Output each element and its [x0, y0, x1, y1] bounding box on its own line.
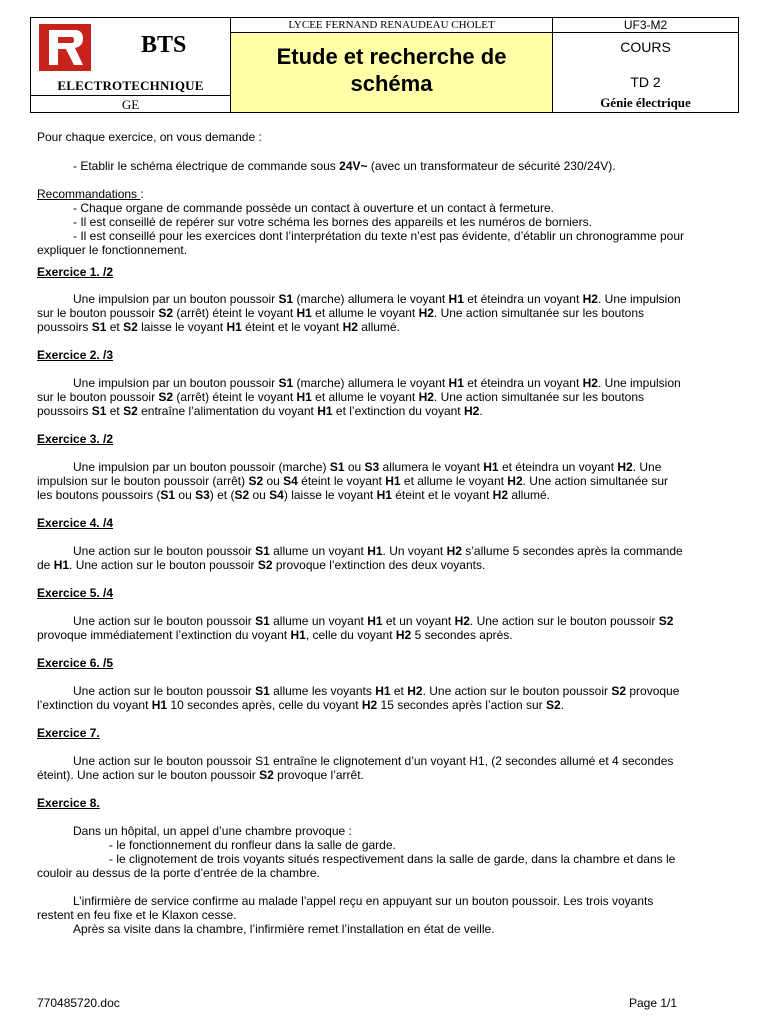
domain-label: Génie électrique — [600, 95, 691, 110]
header-logo-cell — [30, 17, 231, 113]
exercise-3-line: les boutons poussoirs (S1 ou S3) et (S2 ou S4) laisse le voyant H1 éteint et le voyant H2 allumé. — [37, 488, 551, 502]
exercise-6-title: Exercice 6. /5 — [37, 656, 114, 670]
exercise-1-line: sur le bouton poussoir S2 (arrêt) éteint le voyant H1 et allume le voyant H2. Une action simultanée sur les boutons — [37, 306, 645, 320]
school-logo — [39, 24, 91, 71]
module-code: UF3-M2 — [552, 17, 739, 33]
exercise-8-line: couloir au dessus de la porte d’entrée de la chambre. — [37, 866, 320, 880]
td-number: TD 2 — [630, 74, 661, 90]
exercise-8-line: - le clignotement de trois voyants situés respectivement dans la salle de garde, dans la chambre et dans le — [109, 852, 676, 866]
info-cell — [552, 32, 739, 113]
header-table — [30, 17, 739, 113]
exercise-2-title: Exercice 2. /3 — [37, 348, 114, 362]
section-label: ELECTROTECHNIQUE — [57, 78, 204, 93]
exercise-2-line: Une impulsion par un bouton poussoir S1 (marche) allumera le voyant H1 et éteindra un voyant H2. Une impulsion — [73, 376, 681, 390]
exercise-5-line: provoque immédiatement l’extinction du voyant H1, celle du voyant H2 5 secondes après. — [37, 628, 513, 642]
document-title — [231, 43, 552, 97]
reco-item: - Chaque organe de commande possède un contact à ouverture et un contact à fermeture. — [73, 201, 554, 215]
intro-text: Pour chaque exercice, on vous demande : — [37, 130, 262, 144]
requirement: - Etablir le schéma électrique de commande sous 24V~ (avec un transformateur de sécurité 230/24V). — [73, 159, 616, 173]
exercise-1-title: Exercice 1. /2 — [37, 265, 114, 279]
exercise-6-line: l’extinction du voyant H1 10 secondes après, celle du voyant H2 15 secondes après l’action sur S2. — [37, 698, 565, 712]
exercise-3-line: impulsion sur le bouton poussoir (arrêt) S2 ou S4 éteint le voyant H1 et allume le voyant H2. Une action simultanée sur — [37, 474, 669, 488]
exercise-8-line: - le fonctionnement du ronfleur dans la salle de garde. — [109, 838, 396, 852]
exercise-4-line: Une action sur le bouton poussoir S1 allume un voyant H1. Un voyant H2 s’allume 5 secondes après la commande — [73, 544, 683, 558]
exercise-8-line: restent en feu fixe et le Klaxon cesse. — [37, 908, 237, 922]
bts-label: BTS — [141, 32, 187, 58]
exercise-5-title: Exercice 5. /4 — [37, 586, 114, 600]
exercise-3-title: Exercice 3. /2 — [37, 432, 114, 446]
footer-page-number: Page 1/1 — [629, 996, 678, 1010]
school-name: LYCEE FERNAND RENAUDEAU CHOLET — [230, 17, 553, 33]
reco-item: - Il est conseillé de repérer sur votre schéma les bornes des appareils et les numéros de borniers. — [73, 215, 592, 229]
recommendations-title: Recommandations : — [37, 187, 144, 201]
reco-item: expliquer le fonctionnement. — [37, 243, 188, 257]
title-line-1: Etude et recherche de — [276, 44, 507, 69]
exercise-8-line: L’infirmière de service confirme au malade l’appel reçu en appuyant sur un bouton poussoir. Les trois voyants — [73, 894, 654, 908]
exercise-2-line: sur le bouton poussoir S2 (arrêt) éteint le voyant H1 et allume le voyant H2. Une action simultanée sur les boutons — [37, 390, 645, 404]
exercise-1-line: Une impulsion par un bouton poussoir S1 (marche) allumera le voyant H1 et éteindra un voyant H2. Une impulsion — [73, 292, 681, 306]
exercise-3-line: Une impulsion par un bouton poussoir (marche) S1 ou S3 allumera le voyant H1 et éteindra un voyant H2. Une — [73, 460, 662, 474]
exercise-4-title: Exercice 4. /4 — [37, 516, 114, 530]
exercise-8-title: Exercice 8. — [37, 796, 100, 810]
divider — [31, 95, 230, 96]
reco-item: - Il est conseillé pour les exercices dont l’interprétation du texte n’est pas évidente, d’établir un chronogramme pour — [73, 229, 684, 243]
exercise-4-line: de H1. Une action sur le bouton poussoir S2 provoque l’extinction des deux voyants. — [37, 558, 486, 572]
exercise-2-line: poussoirs S1 et S2 entraîne l’alimentation du voyant H1 et l’extinction du voyant H2. — [37, 404, 483, 418]
exercise-1-line: poussoirs S1 et S2 laisse le voyant H1 éteint et le voyant H2 allumé. — [37, 320, 400, 334]
exercise-7-line: Une action sur le bouton poussoir S1 entraîne le clignotement d’un voyant H1, (2 secondes allumé et 4 secondes — [73, 754, 674, 768]
exercise-7-title: Exercice 7. — [37, 726, 100, 740]
exercise-6-line: Une action sur le bouton poussoir S1 allume les voyants H1 et H2. Une action sur le bouton poussoir S2 provoque — [73, 684, 680, 698]
exercise-7-line: éteint). Une action sur le bouton poussoir S2 provoque l’arrêt. — [37, 768, 364, 782]
title-line-2: schéma — [350, 71, 433, 96]
footer-filename: 770485720.doc — [37, 996, 120, 1010]
exercise-5-line: Une action sur le bouton poussoir S1 allume un voyant H1 et un voyant H2. Une action sur le bouton poussoir S2 — [73, 614, 674, 628]
exercise-8-line: Après sa visite dans la chambre, l’infirmière remet l’installation en état de veille. — [73, 922, 495, 936]
option-label: GE — [121, 97, 140, 112]
exercise-8-line: Dans un hôpital, un appel d’une chambre provoque : — [73, 824, 352, 838]
title-cell — [230, 32, 553, 113]
doc-type: COURS — [620, 39, 671, 55]
